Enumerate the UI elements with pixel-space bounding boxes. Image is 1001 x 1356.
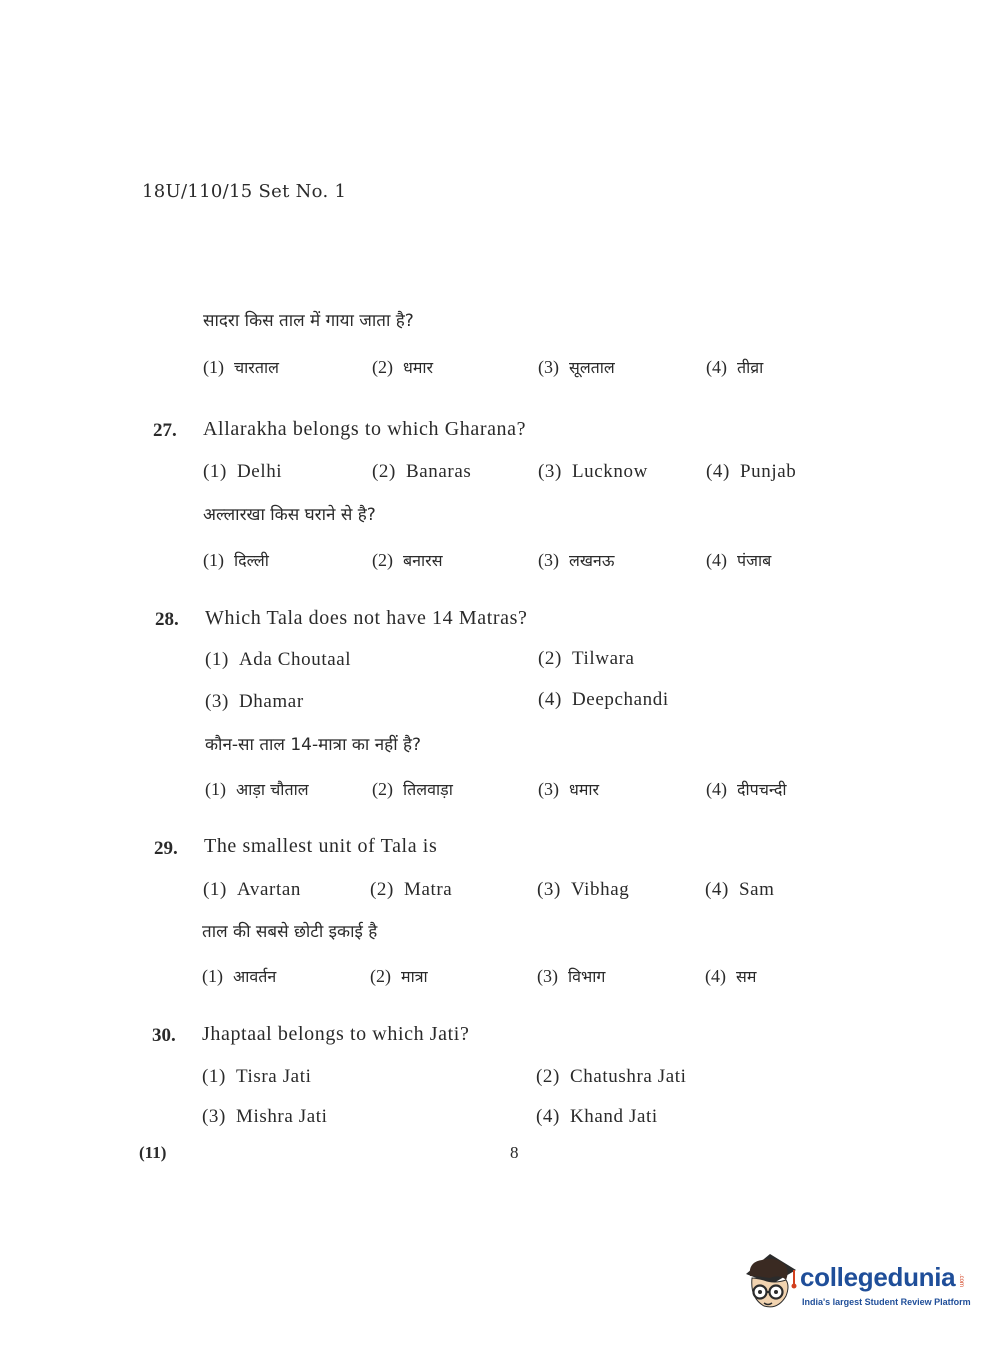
logo-wordmark: collegedunia xyxy=(800,1262,956,1292)
q27-option-2: (2) Banaras xyxy=(372,461,472,482)
q26-hindi-option-4: (4) तीव्रा xyxy=(706,357,764,377)
q27-number: 27. xyxy=(153,420,177,441)
q28-hindi-option-4: (4) दीपचन्दी xyxy=(706,779,787,799)
q27-option-1: (1) Delhi xyxy=(203,461,283,482)
q28-option-1: (1) Ada Choutaal xyxy=(205,649,352,670)
paper-code: 18U/110/15 Set No. 1 xyxy=(142,181,347,202)
q29-number: 29. xyxy=(154,838,178,859)
collegedunia-logo[interactable] xyxy=(740,1248,970,1318)
q30-option-3: (3) Mishra Jati xyxy=(202,1106,328,1127)
q29-hindi-option-1: (1) आवर्तन xyxy=(202,966,277,986)
logo-tagline: India's largest Student Review Platform xyxy=(802,1297,971,1307)
q28-hindi-option-1: (1) आड़ा चौताल xyxy=(205,779,309,799)
q30-question: Jhaptaal belongs to which Jati? xyxy=(202,1023,470,1045)
q28-hindi-option-2: (2) तिलवाड़ा xyxy=(372,779,453,799)
q27-option-3: (3) Lucknow xyxy=(538,461,648,482)
mascot-icon xyxy=(740,1248,800,1318)
q27-hindi-option-2: (2) बनारस xyxy=(372,550,443,570)
q26-hindi-option-3: (3) सूलताल xyxy=(538,357,615,377)
q30-option-4: (4) Khand Jati xyxy=(536,1106,658,1127)
q29-option-4: (4) Sam xyxy=(705,879,775,900)
q29-hindi-option-4: (4) सम xyxy=(705,966,757,986)
q26-hindi-question: सादरा किस ताल में गाया जाता है? xyxy=(203,311,414,331)
q28-option-4: (4) Deepchandi xyxy=(538,689,669,710)
q28-question: Which Tala does not have 14 Matras? xyxy=(205,607,528,629)
q28-option-2: (2) Tilwara xyxy=(538,648,635,669)
q27-question: Allarakha belongs to which Gharana? xyxy=(203,418,527,440)
q29-question: The smallest unit of Tala is xyxy=(204,835,438,857)
q28-hindi-question: कौन-सा ताल 14-मात्रा का नहीं है? xyxy=(205,735,422,755)
q30-option-1: (1) Tisra Jati xyxy=(202,1066,312,1087)
q27-hindi-option-1: (1) दिल्ली xyxy=(203,550,269,570)
q28-number: 28. xyxy=(155,609,179,630)
q29-option-1: (1) Avartan xyxy=(203,879,301,900)
q29-option-2: (2) Matra xyxy=(370,879,453,900)
q27-hindi-question: अल्लारखा किस घराने से है? xyxy=(203,505,376,525)
q29-hindi-option-3: (3) विभाग xyxy=(537,966,606,986)
q27-hindi-option-4: (4) पंजाब xyxy=(706,550,772,570)
footer-code: (11) xyxy=(139,1143,167,1162)
q28-hindi-option-3: (3) धमार xyxy=(538,779,600,799)
q27-hindi-option-3: (3) लखनऊ xyxy=(538,550,615,570)
q27-option-4: (4) Punjab xyxy=(706,461,797,482)
q30-option-2: (2) Chatushra Jati xyxy=(536,1066,687,1087)
q30-number: 30. xyxy=(152,1025,176,1046)
q29-hindi-question: ताल की सबसे छोटी इकाई है xyxy=(202,922,378,942)
q26-hindi-option-1: (1) चारताल xyxy=(203,357,279,377)
page-number: 8 xyxy=(510,1143,519,1162)
q29-option-3: (3) Vibhag xyxy=(537,879,630,900)
logo-suffix: .com xyxy=(958,1274,964,1288)
q28-option-3: (3) Dhamar xyxy=(205,691,304,712)
q29-hindi-option-2: (2) मात्रा xyxy=(370,966,428,986)
q26-hindi-option-2: (2) धमार xyxy=(372,357,434,377)
